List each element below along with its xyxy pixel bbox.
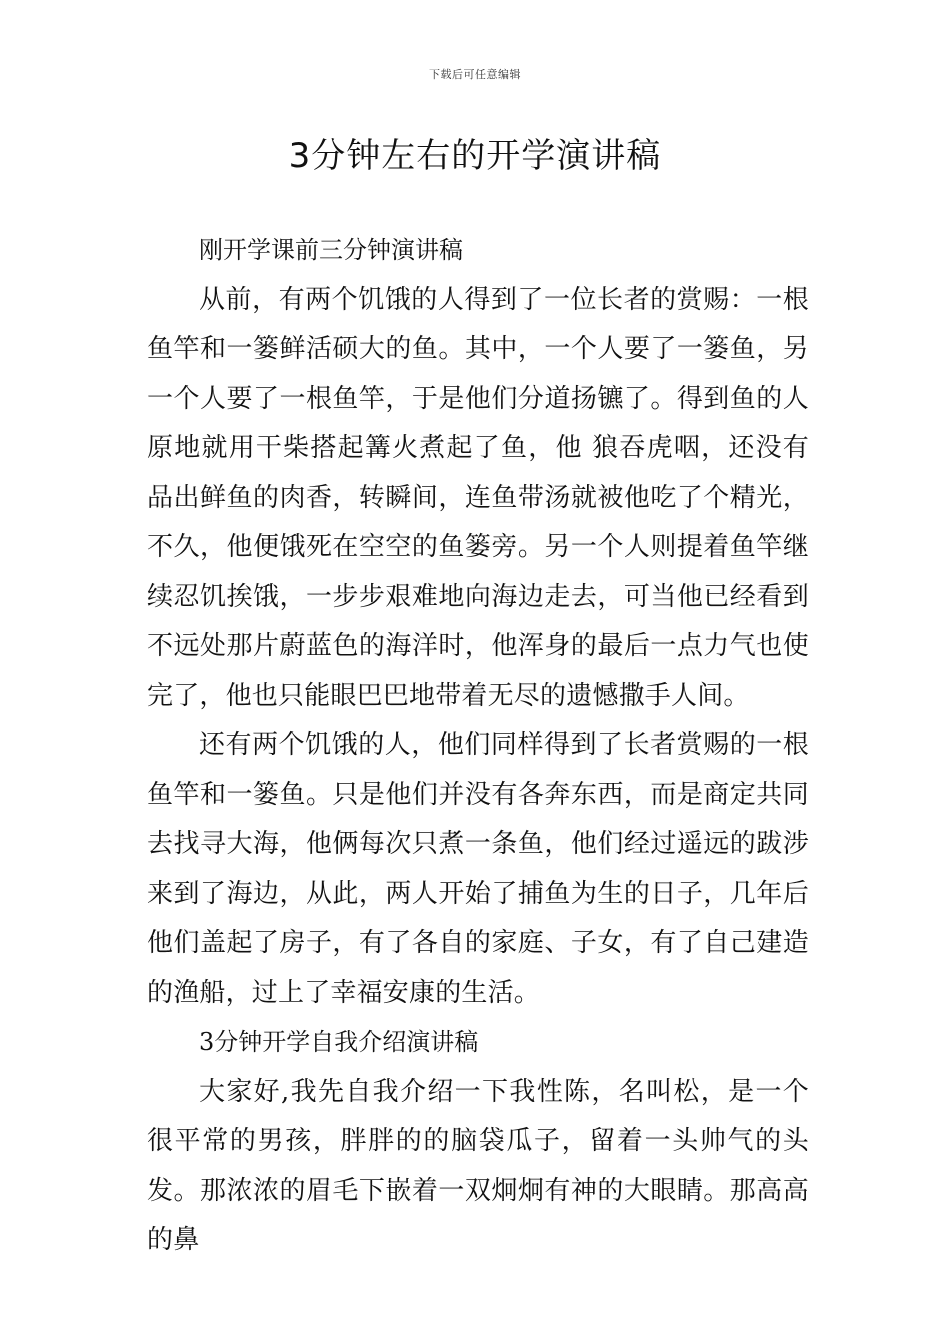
- document-title: 3分钟左右的开学演讲稿: [288, 136, 662, 176]
- section-heading: 刚开学课前三分钟演讲稿: [199, 236, 463, 264]
- document-body: [147, 226, 809, 1266]
- section-heading: 3分钟开学自我介绍演讲稿: [199, 1028, 479, 1056]
- header-note: 下载后可任意编辑: [429, 68, 521, 81]
- paragraph: 从前，有两个饥饿的人得到了一位长者的赏赐：一根鱼竿和一篓鲜活硕大的鱼。其中，一个人要了一篓鱼，另一个人要了一根鱼竿，于是他们分道扬镳了。得到鱼的人原地就用干柴搭起篝火煮起了鱼，他 狼吞虎咽，还没有品出鲜鱼的肉香，转瞬间，连鱼带汤就被他吃了个精光，不久，他便饿死在空空的鱼篓旁。另一个人则提着鱼竿继续忍饥挨饿，一步步艰难地向海边走去，可当他已经看到不远处那片蔚蓝色的海洋时，他浑身的最后一点力气也使完了，他也只能眼巴巴地带着无尽的遗憾撒手人间。: [147, 284, 809, 711]
- paragraph: 还有两个饥饿的人，他们同样得到了长者赏赐的一根鱼竿和一篓鱼。只是他们并没有各奔东西，而是商定共同去找寻大海，他俩每次只煮一条鱼，他们经过遥远的跋涉来到了海边，从此，两人开始了捕鱼为生的日子，几年后他们盖起了房子，有了各自的家庭、子女，有了自己建造的渔船，过上了幸福安康的生活。: [147, 730, 809, 1008]
- paragraph: 大家好,我先自我介绍一下我性陈，名叫松，是一个很平常的男孩，胖胖的的脑袋瓜子，留着一头帅气的头发。那浓浓的眉毛下嵌着一双炯炯有神的大眼睛。那高高的鼻: [147, 1076, 809, 1255]
